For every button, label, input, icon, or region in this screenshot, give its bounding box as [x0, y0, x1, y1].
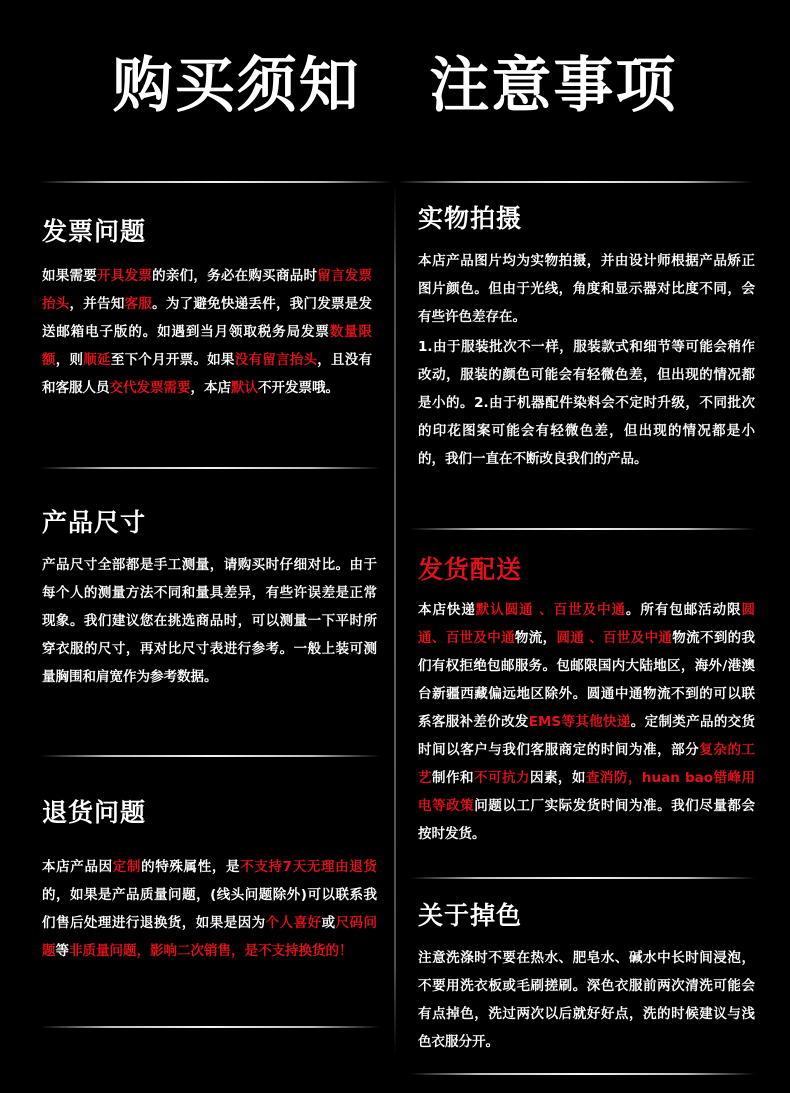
section-body — [42, 262, 372, 402]
body-text: 因素，如 — [529, 770, 586, 786]
body-text: 。为了避免快递丢件，我门发票是发送邮箱电子版的。如遇到当月领取税务局发票 — [42, 296, 373, 340]
section-body — [42, 853, 377, 965]
highlight-text: 复杂的工艺 — [418, 742, 756, 786]
body-text: 或 — [321, 915, 336, 931]
body-text: 注意洗涤时不要在热水、肥皂水、碱水中长时间浸泡，不要用洗衣板或毛刷搓刷。深色衣服前两次清洗可能会有点掉色，洗过两次以后就好好点，洗的时候建议与浅色衣服分开。 — [418, 950, 755, 1050]
highlight-text: 不支持7天无理由退货 — [240, 859, 377, 875]
highlight-text: 留言发票抬头 — [42, 268, 373, 312]
section-body — [42, 551, 377, 691]
highlight-text: EMS等其他快递 — [528, 714, 631, 730]
divider-left-2 — [40, 755, 380, 757]
highlight-text: 顺延 — [83, 352, 111, 368]
highlight-text: 个人喜好 — [265, 915, 322, 931]
body-text: 产品尺寸全部都是手工测量，请购买时仔细对比。由于每个人的测量方法不同和量具差异，有些许误差是正常现象。我们建议您在挑选商品时，可以测量一下平时所穿衣服的尺寸，再对比尺寸表进行参考。一般上装可测量胸围和肩宽作为参考数据。 — [42, 557, 377, 685]
body-text: 的，如果是产品质量问题，(线头问题除外)可以联系我们售后处理进行退换货，如果是因为 — [42, 887, 377, 931]
section-fading — [418, 896, 755, 1056]
body-text: 的亲们，务必在购买商品时 — [152, 268, 318, 284]
section-heading: 发票问题 — [42, 217, 147, 246]
body-text: 物流不到的我们有权拒绝包邮服务。包邮限国内大陆地区，海外/港澳台新疆西藏偏远地区除外。圆通中通物流不到的可以联系客服补差价改发 — [418, 630, 756, 730]
divider-right-2 — [410, 877, 755, 879]
highlight-text: 开具发票 — [97, 268, 153, 284]
highlight-text: 不可抗力 — [473, 770, 530, 786]
highlight-text: 查消防，huan bao错峰用电等政策 — [418, 770, 756, 814]
body-text: 不开发票哦。 — [258, 380, 339, 396]
body-text: 本店产品图片均为实物拍摄，并由设计师根据产品矫正图片颜色。但由于光线，角度和显示器对比度不同，会有些许色差存在。 — [418, 253, 755, 325]
body-text: 等 — [55, 943, 69, 959]
highlight-text: 交代发票需要 — [109, 380, 191, 396]
section-heading: 退货问题 — [42, 798, 147, 827]
body-text: 制作和 — [432, 770, 474, 786]
highlight-text: 客服 — [124, 296, 153, 312]
section-shipping — [418, 550, 755, 848]
body-text: 的特殊属性，是 — [141, 859, 241, 875]
highlight-text: 圆通 、百世及中通 — [556, 630, 673, 646]
divider-left-3 — [40, 1026, 380, 1028]
highlight-text: 默认圆通 、百世及中通 — [475, 602, 626, 618]
section-heading: 发货配送 — [418, 555, 523, 584]
top-divider-left — [40, 181, 392, 183]
divider-right-3 — [410, 1073, 755, 1075]
highlight-text: 没有留言抬头 — [234, 352, 318, 368]
body-text: 。所有包邮活动限 — [625, 602, 742, 618]
body-text: 。定制类产品的交货时间以客户与我们客服商定的时间为准，部分 — [418, 714, 756, 758]
section-invoice — [42, 212, 372, 402]
body-text: 如果需要 — [42, 268, 98, 284]
body-text: 本店产品因 — [42, 859, 113, 875]
section-returns — [42, 793, 377, 965]
section-heading: 关于掉色 — [418, 901, 523, 930]
body-text: ，本店 — [190, 380, 231, 396]
section-body — [418, 247, 755, 331]
highlight-text: 定制 — [112, 859, 142, 875]
section-body — [418, 944, 755, 1056]
highlight-text: 数量限额 — [42, 324, 373, 368]
section-body — [418, 596, 755, 848]
section-heading: 实物拍摄 — [418, 204, 523, 233]
body-text: ，则 — [55, 352, 84, 368]
divider-left-1 — [40, 467, 380, 469]
section-heading: 产品尺寸 — [42, 508, 147, 537]
section-photos — [418, 199, 755, 473]
body-text: 问题以工厂实际发货时间为准。我们尽量都会按时发货。 — [418, 798, 756, 842]
body-text: 至下个月开票。如果 — [110, 352, 235, 368]
body-text: ，且没有和客服人员 — [42, 352, 373, 396]
highlight-text: 圆通、百世及中通 — [418, 602, 756, 646]
body-text: ，并告知 — [69, 296, 125, 312]
body-text: 物流， — [514, 630, 557, 646]
column-divider — [394, 185, 396, 1055]
section-size — [42, 503, 377, 691]
highlight-text: 默认 — [231, 380, 258, 396]
highlight-text: 非质量问题，影响二次销售，是不支持换货的！ — [69, 943, 353, 959]
highlight-text: 尺码问题 — [42, 915, 378, 959]
page-title: 购买须知 注意事项 — [112, 51, 678, 121]
divider-right-1 — [410, 528, 755, 530]
body-text: 本店快递 — [418, 602, 476, 618]
top-divider-right — [398, 181, 753, 183]
section-note: 1.由于服装批次不一样，服装款式和细节等可能会稍作改动，服装的颜色可能会有轻微色差，但出现的情况都是小的。2.由于机器配件染料会不定时升级，不同批次的印花图案可能会有轻微色差，但出现的情况都是小的，我们一直在不断改良我们的产品。 — [418, 339, 755, 467]
